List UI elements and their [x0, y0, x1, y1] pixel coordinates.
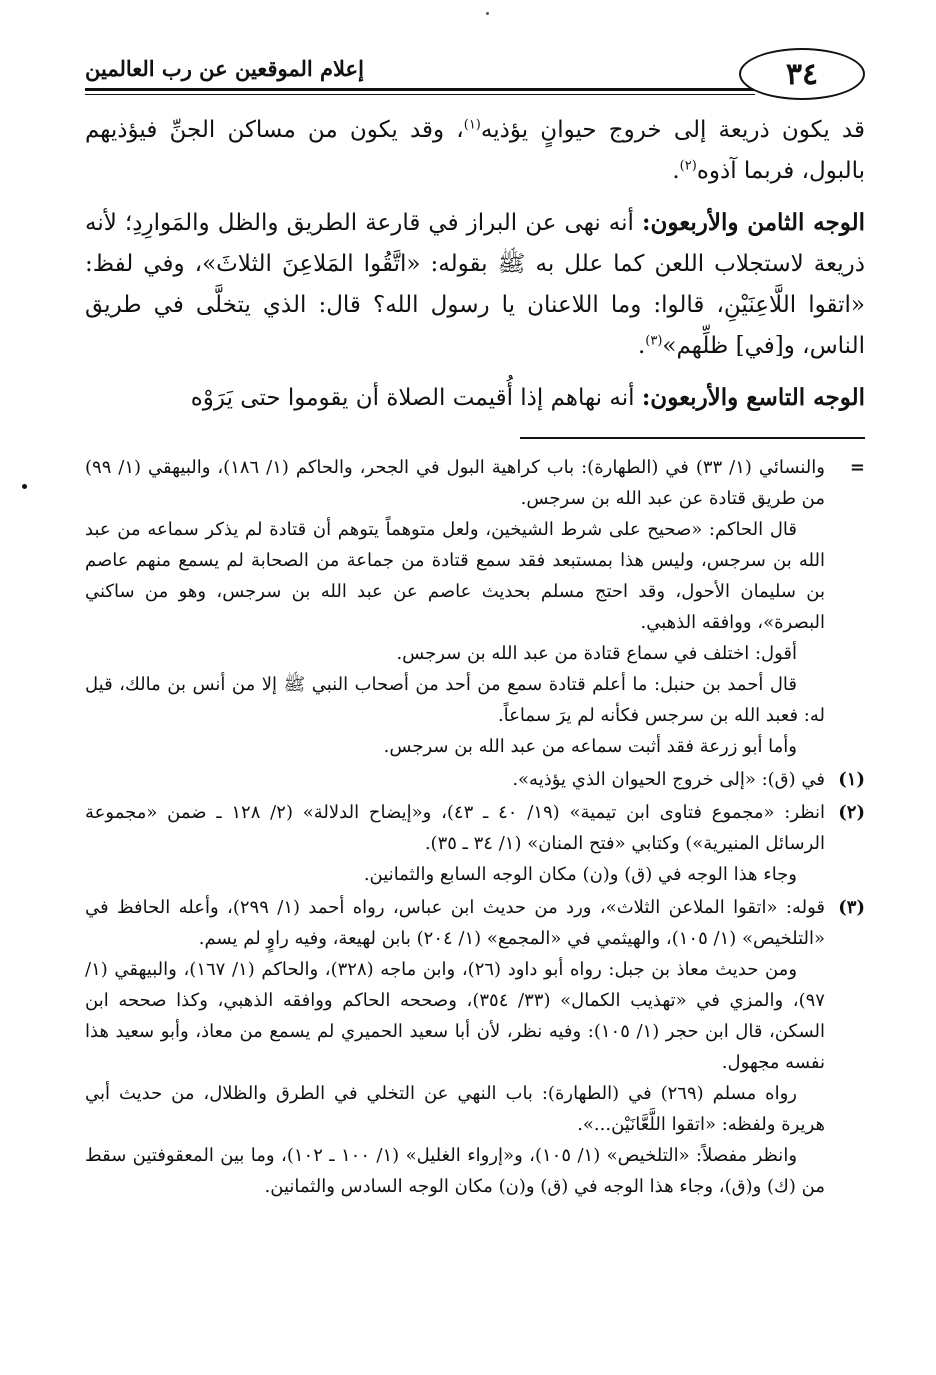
footnote-text: أقول: اختلف في سماع قتادة من عبد الله بن سرجس.	[396, 643, 797, 664]
footnote-divider	[520, 437, 865, 439]
footnote-text: وجاء هذا الوجه في (ق) و(ن) مكان الوجه السابع والثمانين.	[363, 864, 797, 885]
footnote-marker: =	[849, 457, 865, 478]
footnote-ref-2: (٢)	[679, 158, 697, 174]
section-heading: الوجه الثامن والأربعون:	[641, 209, 865, 236]
book-title: إعلام الموقعين عن رب العالمين	[85, 56, 364, 81]
section-heading: الوجه التاسع والأربعون:	[641, 384, 865, 411]
page-number-oval	[739, 48, 865, 100]
footnote-marker: (١)	[838, 769, 865, 790]
footnote-text: قال أحمد بن حنبل: ما أعلم قتادة سمع من أحد من أصحاب النبي ﷺ إلا من أنس بن مالك، قيل له: فعبد الله بن سرجس فكأنه لم يرَ سماعاً.	[85, 674, 825, 726]
footnote-text: رواه مسلم (٢٦٩) في (الطهارة): باب النهي عن التخلي في الطرق والظلال، من حديث أبي هريرة ولفظه: «اتقوا اللَّعَّانَيْن...».	[85, 1083, 825, 1135]
footnotes	[85, 452, 865, 1204]
footnote-text: انظر: «مجموع فتاوى ابن تيمية» (١٩/ ٤٠ ـ ٤٣)، و«إيضاح الدلالة» (٢/ ١٢٨ ـ ضمن «مجموعة الرسائل المنيرية») وكتابي «فتح المنان» (١/ ٣٤ ـ ٣٥).	[85, 802, 826, 854]
main-text	[85, 110, 865, 429]
footnote-2	[85, 797, 865, 890]
page-header	[85, 38, 865, 108]
footnote-marker: (٣)	[838, 897, 865, 918]
header-rule-thin	[85, 94, 755, 95]
footnote-text: قوله: «اتقوا الملاعن الثلاث»، ورد من حديث ابن عباس، رواه أحمد (١/ ٢٩٩)، وأعله الحافظ في «التلخيص» (١/ ١٠٥)، والهيثمي في «المجمع» (١/ ٢٠٤) بابن لهيعة، وفيه راوٍ لم يسم.	[85, 897, 825, 949]
header-rule-thick	[85, 88, 755, 91]
footnote-text: قال الحاكم: «صحيح على شرط الشيخين، ولعل متوهماً يتوهم أن قتادة لم يذكر سماعه من عبد الله بن سرجس، وليس هذا بمستبعد فقد سمع قتادة من جماعة من الصحابة لم يسمع منهم عاصم بن سليمان الأحول، وقد احتج مسلم بحديث عاصم عن عبد الله بن سرجس، وهو من ساكني البصرة»، ووافقه الذهبي.	[85, 519, 825, 633]
text: .	[672, 158, 680, 184]
footnote-ref-3: (٣)	[645, 333, 663, 349]
paragraph-3	[85, 377, 865, 419]
footnote-text: ومن حديث معاذ بن جبل: رواه أبو داود (٢٦)، وابن ماجه (٣٢٨)، والحاكم (١/ ١٦٧)، والبيهقي (١/ ٩٧)، والمزي في «تهذيب الكمال» (٣٣/ ٣٥٤)، وصححه الحاكم ووافقه الذهبي، وكذا صححه ابن السكن، قال ابن حجر (١/ ١٠٥): وفيه نظر، لأن أبا سعيد الحميري لم يسمع من معاذ، وأبو سعيد هذا نفسه مجهول.	[85, 959, 825, 1073]
footnote-continuation	[85, 452, 865, 762]
text: أنه نهى عن البراز في قارعة الطريق والظل والمَوارِدِ؛ لأنه ذريعة لاستجلاب اللعن كما علل به ﷺ بقوله: «اتَّقُوا المَلاعِنَ الثلاثَ»، وفي لفظ: «اتقوا اللَّاعِنَيْنِ، قالوا: وما اللاعنان يا رسول الله؟ قال: الذي يتخلَّى في طريق الناس، و[في] ظلِّهم»	[85, 210, 865, 359]
footnote-ref-1: (١)	[463, 117, 481, 133]
scan-dot	[22, 484, 27, 489]
text: ، وقد يكون من مساكن الجنِّ فيؤذيهم بالبول، فربما آذوه	[85, 117, 865, 184]
footnote-3	[85, 892, 865, 1202]
paragraph-1	[85, 110, 865, 192]
paragraph-2	[85, 202, 865, 367]
scan-dot	[486, 12, 489, 15]
text: قد يكون ذريعة إلى خروج حيوانٍ يؤذيه	[480, 117, 866, 143]
footnote-text: وانظر مفصلاً: «التلخيص» (١/ ١٠٥)، و«إرواء الغليل» (١/ ١٠٠ ـ ١٠٢)، وما بين المعقوفتين سقط من (ك) و(ق)، وجاء هذا الوجه في (ق) و(ن) مكان الوجه السادس والثمانين.	[85, 1145, 825, 1197]
footnote-text: وأما أبو زرعة فقد أثبت سماعه من عبد الله بن سرجس.	[383, 736, 797, 757]
footnote-text: في (ق): «إلى خروج الحيوان الذي يؤذيه».	[512, 769, 825, 790]
footnote-1	[85, 764, 865, 795]
text: أنه نهاهم إذا أُقيمت الصلاة أن يقوموا حتى يَرَوْه	[190, 385, 642, 411]
footnote-text: والنسائي (١/ ٣٣) في (الطهارة): باب كراهية البول في الجحر، والحاكم (١/ ١٨٦)، والبيهقي (١/ ٩٩) من طريق قتادة عن عبد الله بن سرجس.	[85, 457, 825, 509]
page-number: ٣٤	[785, 56, 819, 92]
footnote-marker: (٢)	[838, 802, 865, 823]
text: .	[637, 333, 646, 359]
